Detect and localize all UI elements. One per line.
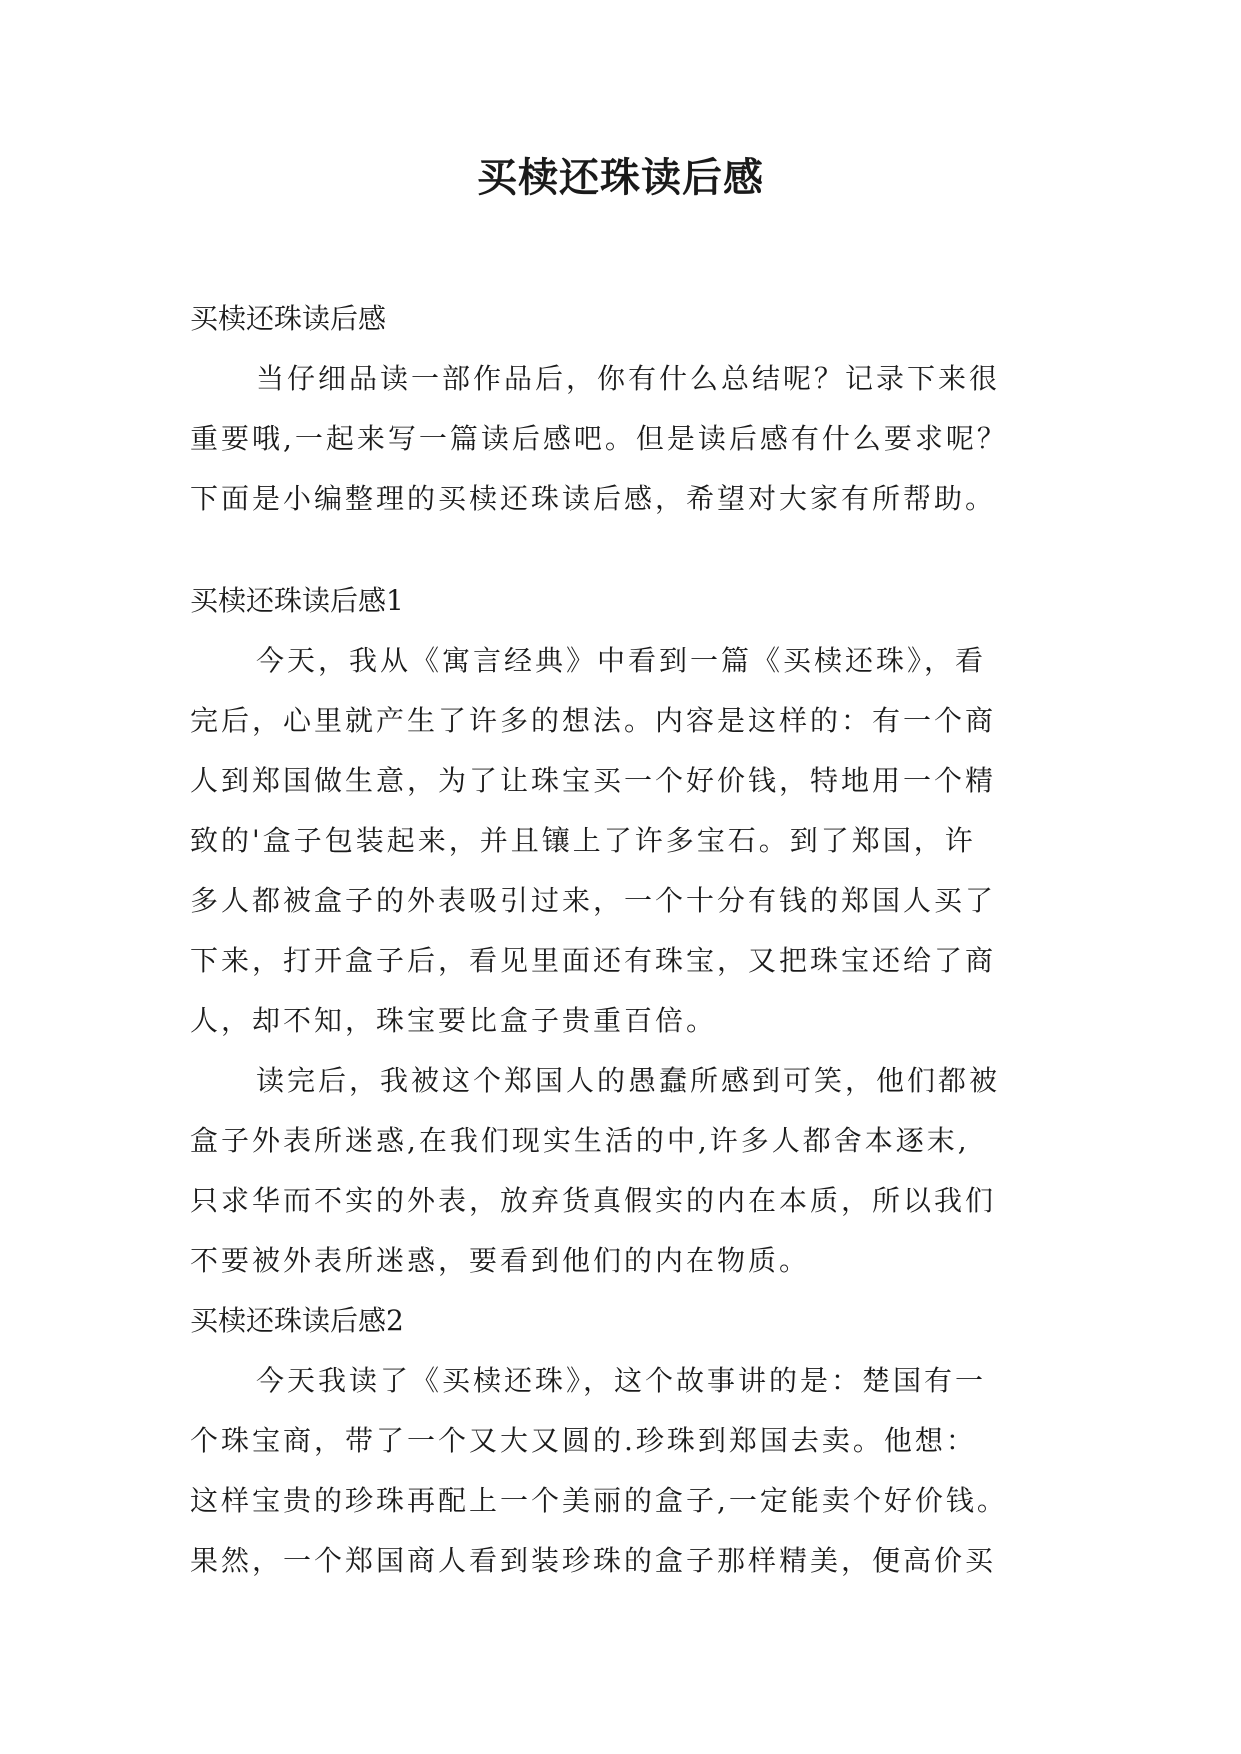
paragraph-line: 下来，打开盒子后，看见里面还有珠宝，又把珠宝还给了商: [190, 944, 997, 977]
section1-paragraph-2: [190, 1051, 1060, 1291]
section2-heading: 买椟还珠读后感2: [190, 1304, 404, 1337]
document-title: 买椟还珠读后感: [477, 155, 764, 201]
paragraph-line: 只求华而不实的外表，放弃货真假实的内在本质，所以我们: [190, 1184, 997, 1217]
paragraph-line: 完后，心里就产生了许多的想法。内容是这样的：有一个商: [190, 704, 997, 737]
intro-paragraph: [190, 349, 1060, 529]
section1-paragraph-1: [190, 631, 1060, 1051]
paragraph-line: 不要被外表所迷惑，要看到他们的内在物质。: [190, 1244, 811, 1277]
paragraph-line: 人，却不知，珠宝要比盒子贵重百倍。: [190, 1004, 718, 1037]
section-spacer: [190, 529, 1060, 571]
paragraph-line: 当仔细品读一部作品后，你有什么总结呢？记录下来很: [256, 362, 1001, 395]
paragraph-line: 个珠宝商，带了一个又大又圆的.珍珠到郑国去卖。他想：: [190, 1424, 977, 1457]
document-body: [190, 289, 1060, 1591]
paragraph-line: 今天，我从《寓言经典》中看到一篇《买椟还珠》，看: [256, 644, 987, 677]
paragraph-line: 人到郑国做生意，为了让珠宝买一个好价钱，特地用一个精: [190, 764, 997, 797]
section1-heading: 买椟还珠读后感1: [190, 584, 404, 617]
paragraph-line: 读完后，我被这个郑国人的愚蠢所感到可笑，他们都被: [256, 1064, 1001, 1097]
paragraph-line: 今天我读了《买椟还珠》，这个故事讲的是：楚国有一: [256, 1364, 987, 1397]
paragraph-line: 多人都被盒子的外表吸引过来，一个十分有钱的郑国人买了: [190, 884, 997, 917]
paragraph-line: 下面是小编整理的买椟还珠读后感，希望对大家有所帮助。: [190, 482, 997, 515]
section2-paragraph-1: [190, 1351, 1060, 1591]
paragraph-line: 这样宝贵的珍珠再配上一个美丽的盒子,一定能卖个好价钱。: [190, 1484, 1008, 1517]
paragraph-line: 盒子外表所迷惑,在我们现实生活的中,许多人都舍本逐末,: [190, 1124, 970, 1157]
paragraph-line: 果然，一个郑国商人看到装珍珠的盒子那样精美，便高价买: [190, 1544, 997, 1577]
paragraph-line: 致的'盒子包装起来，并且镶上了许多宝石。到了郑国，许: [190, 824, 976, 857]
paragraph-line: 重要哦,一起来写一篇读后感吧。但是读后感有什么要求呢？: [190, 422, 1008, 455]
intro-heading: 买椟还珠读后感: [190, 302, 387, 335]
